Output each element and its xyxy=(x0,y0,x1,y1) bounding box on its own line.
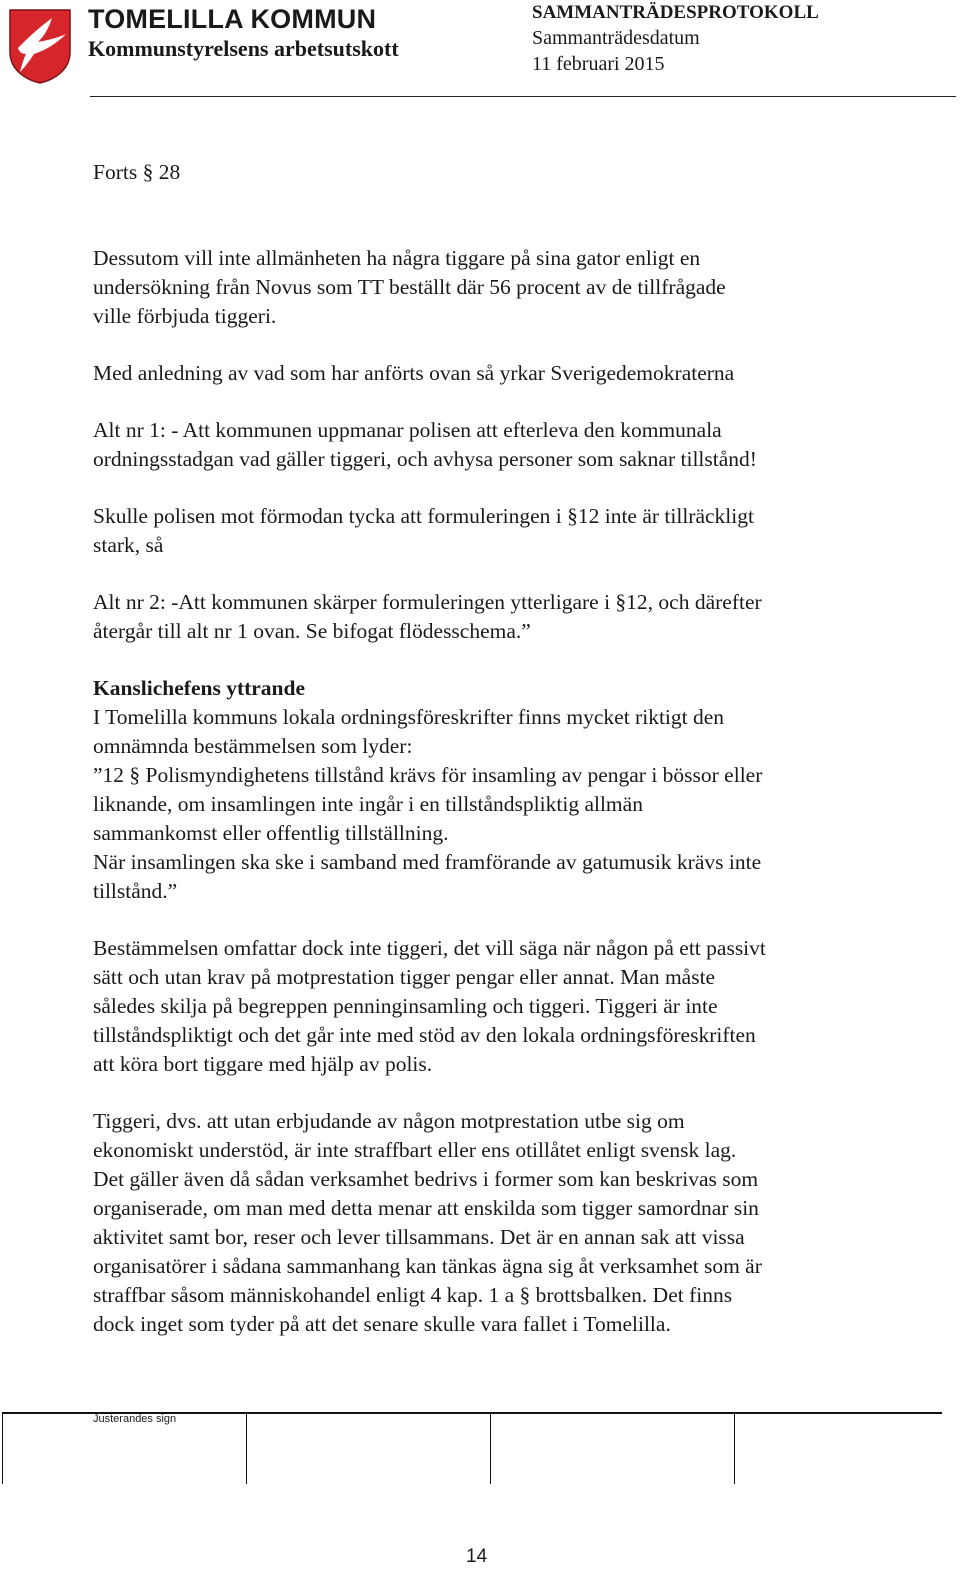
spacer xyxy=(93,187,883,244)
text-line: organisatörer i sådana sammanhang kan tänkas ägna sig åt verksamhet som är xyxy=(93,1254,762,1278)
signature-cell xyxy=(2,1414,3,1484)
text-line: sätt och utan krav på motprestation tigger pengar eller annat. Man måste xyxy=(93,965,716,989)
municipality-name: TOMELILLA KOMMUN xyxy=(88,4,377,34)
meeting-date-value: 11 februari 2015 xyxy=(532,53,665,75)
spacer xyxy=(93,331,883,359)
section-heading: Kanslichefens yttrande xyxy=(93,676,306,700)
text-line: När insamlingen ska ske i samband med framförande av gatumusik krävs inte xyxy=(93,850,762,874)
text-line: ”12 § Polismyndighetens tillstånd krävs för insamling av pengar i bössor eller xyxy=(93,763,763,787)
document-type: SAMMANTRÄDESPROTOKOLL xyxy=(532,2,819,23)
paragraph-scope xyxy=(93,934,883,1079)
municipality-coat-of-arms-logo xyxy=(8,8,72,84)
text-line: liknande, om insamlingen inte ingår i en tillståndspliktig allmän xyxy=(93,792,643,816)
text-line: Alt nr 1: - Att kommunen uppmanar polisen att efterleva den kommunala xyxy=(93,418,722,442)
text-line: straffbar såsom människohandel enligt 4 kap. 1 a § brottsbalken. Det finns xyxy=(93,1283,733,1307)
signature-cell xyxy=(734,1414,735,1484)
text-line: således skilja på begreppen penninginsamling och tiggeri. Tiggeri är inte xyxy=(93,994,718,1018)
spacer xyxy=(93,646,883,674)
spacer xyxy=(93,560,883,588)
text-line: återgår till alt nr 1 ovan. Se bifogat flödesschema.” xyxy=(93,619,531,643)
text-line: Bestämmelsen omfattar dock inte tiggeri, det vill säga när någon på ett passivt xyxy=(93,936,766,960)
text-line: omnämnda bestämmelsen som lyder: xyxy=(93,734,413,758)
text-line: Alt nr 2: -Att kommunen skärper formuleringen ytterligare i §12, och därefter xyxy=(93,590,762,614)
paragraph-regulation-quote xyxy=(93,703,883,906)
text-line: Dessutom vill inte allmänheten ha några tiggare på sina gator enligt en xyxy=(93,246,701,270)
text-line: att köra bort tiggare med hjälp av polis. xyxy=(93,1052,433,1076)
text-line: I Tomelilla kommuns lokala ordningsföreskrifter finns mycket riktigt den xyxy=(93,705,725,729)
text-line: aktivitet samt bor, reser och lever tillsammans. Det är en annan sak att vissa xyxy=(93,1225,745,1249)
paragraph-police-condition xyxy=(93,502,883,560)
spacer xyxy=(93,1079,883,1107)
spacer xyxy=(93,906,883,934)
spacer xyxy=(93,474,883,502)
spacer xyxy=(93,388,883,416)
document-body xyxy=(93,158,883,1339)
text-line: Det gäller även då sådan verksamhet bedrivs i former som kan beskrivas som xyxy=(93,1167,759,1191)
section-reference: Forts § 28 xyxy=(93,160,181,184)
page-number: 14 xyxy=(466,1546,488,1567)
paragraph-legal-status xyxy=(93,1107,883,1339)
text-line: ekonomiskt understöd, är inte straffbart eller ens otillåtet enligt svensk lag. xyxy=(93,1138,737,1162)
text-line: stark, så xyxy=(93,533,164,557)
text-line: sammankomst eller offentlig tillställning. xyxy=(93,821,449,845)
text-line: Tiggeri, dvs. att utan erbjudande av någon motprestation utbe sig om xyxy=(93,1109,685,1133)
text-line: undersökning från Novus som TT beställt där 56 procent av de tillfrågade xyxy=(93,275,726,299)
signature-cell xyxy=(490,1414,491,1484)
text-line: tillstånd.” xyxy=(93,879,178,903)
committee-name: Kommunstyrelsens arbetsutskott xyxy=(88,36,399,61)
paragraph-survey xyxy=(93,244,883,331)
text-line: ville förbjuda tiggeri. xyxy=(93,304,277,328)
text-line: organiserade, om man med detta menar att enskilda som tigger samordnar sin xyxy=(93,1196,759,1220)
paragraph-alternative-2 xyxy=(93,588,883,646)
paragraph-alternative-1 xyxy=(93,416,883,474)
signature-label: Justerandes sign xyxy=(93,1413,177,1425)
text-line: ordningsstadgan vad gäller tiggeri, och avhysa personer som saknar tillstånd! xyxy=(93,447,757,471)
text-line: tillståndspliktigt och det går inte med stöd av den lokala ordningsföreskriften xyxy=(93,1023,756,1047)
paragraph-motion-intro xyxy=(93,359,883,388)
text-line: Med anledning av vad som har anförts ovan så yrkar Sverigedemokraterna xyxy=(93,361,735,385)
text-line: Skulle polisen mot förmodan tycka att formuleringen i §12 inte är tillräckligt xyxy=(93,504,754,528)
text-line: dock inget som tyder på att det senare skulle vara fallet i Tomelilla. xyxy=(93,1312,671,1336)
signature-cell xyxy=(246,1414,247,1484)
header-divider xyxy=(90,96,956,97)
meeting-date-label: Sammanträdesdatum xyxy=(532,27,700,49)
